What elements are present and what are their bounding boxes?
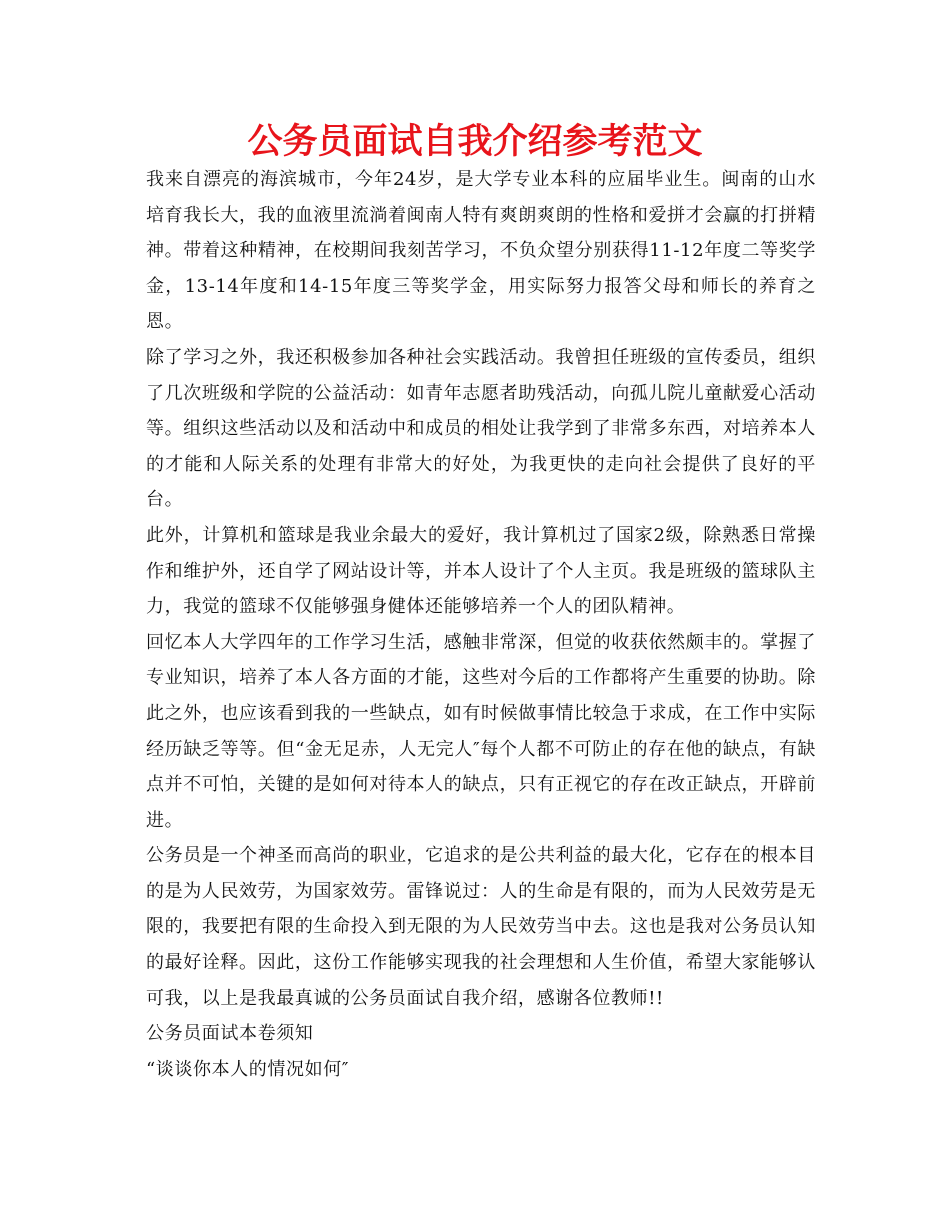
paragraph-activities: 除了学习之外，我还积极参加各种社会实践活动。我曾担任班级的宣传委员，组织了几次班级和学院的公益活动：如青年志愿者助残活动，向孤儿院儿童献爱心活动等。组织这些活动以及和活动中和成员的相处让我学到了非常多东西，对培养本人的才能和人际关系的处理有非常大的好处，为我更快的走向社会提供了良好的平台。 bbox=[146, 346, 816, 511]
paragraph-reflection: 回忆本人大学四年的工作学习生活，感触非常深，但觉的收获依然颇丰的。掌握了专业知识，培养了本人各方面的才能，这些对今后的工作都将产生重要的协助。除此之外，也应该看到我的一些缺点，如有时候做事情比较急于求成，在工作中实际经历缺乏等等。但“金无足赤，人无完人″每个人都不可防止的存在他的缺点，有缺点并不可怕，关键的是如何对待本人的缺点，只有正视它的存在改正缺点，开辟前进。 bbox=[146, 631, 816, 831]
document-body bbox=[146, 162, 816, 1087]
paragraph-civil-service: 公务员是一个神圣而高尚的职业，它追求的是公共利益的最大化，它存在的根本目的是为人民效劳，为国家效劳。雷锋说过：人的生命是有限的，而为人民效劳是无限的，我要把有限的生命投入到无限的为人民效劳当中去。这也是我对公务员认知的最好诠释。因此，这份工作能够实现我的社会理想和人生价值，希望大家能够认可我，以上是我最真诚的公务员面试自我介绍，感谢各位教师!! bbox=[146, 845, 816, 1009]
paragraph-notice-heading: 公务员面试本卷须知 bbox=[146, 1023, 314, 1045]
paragraph-hobbies: 此外，计算机和篮球是我业余最大的爱好，我计算机过了国家2级，除熟悉日常操作和维护外，还自学了网站设计等，并本人设计了个人主页。我是班级的篮球队主力，我觉的篮球不仅能够强身健体还能够培养一个人的团队精神。 bbox=[146, 524, 816, 618]
document-title: 公务员面试自我介绍参考范文 bbox=[247, 122, 703, 162]
paragraph-intro: 我来自漂亮的海滨城市，今年24岁，是大学专业本科的应届毕业生。闽南的山水培育我长大，我的血液里流淌着闽南人特有爽朗爽朗的性格和爱拼才会赢的打拼精神。带着这种精神，在校期间我刻苦学习，不负众望分别获得11-12年度二等奖学金，13-14年度和14-15年度三等奖学金，用实际努力报答父母和师长的养育之恩。 bbox=[146, 169, 816, 333]
paragraph-quote: “谈谈你本人的情况如何″ bbox=[146, 1058, 350, 1080]
